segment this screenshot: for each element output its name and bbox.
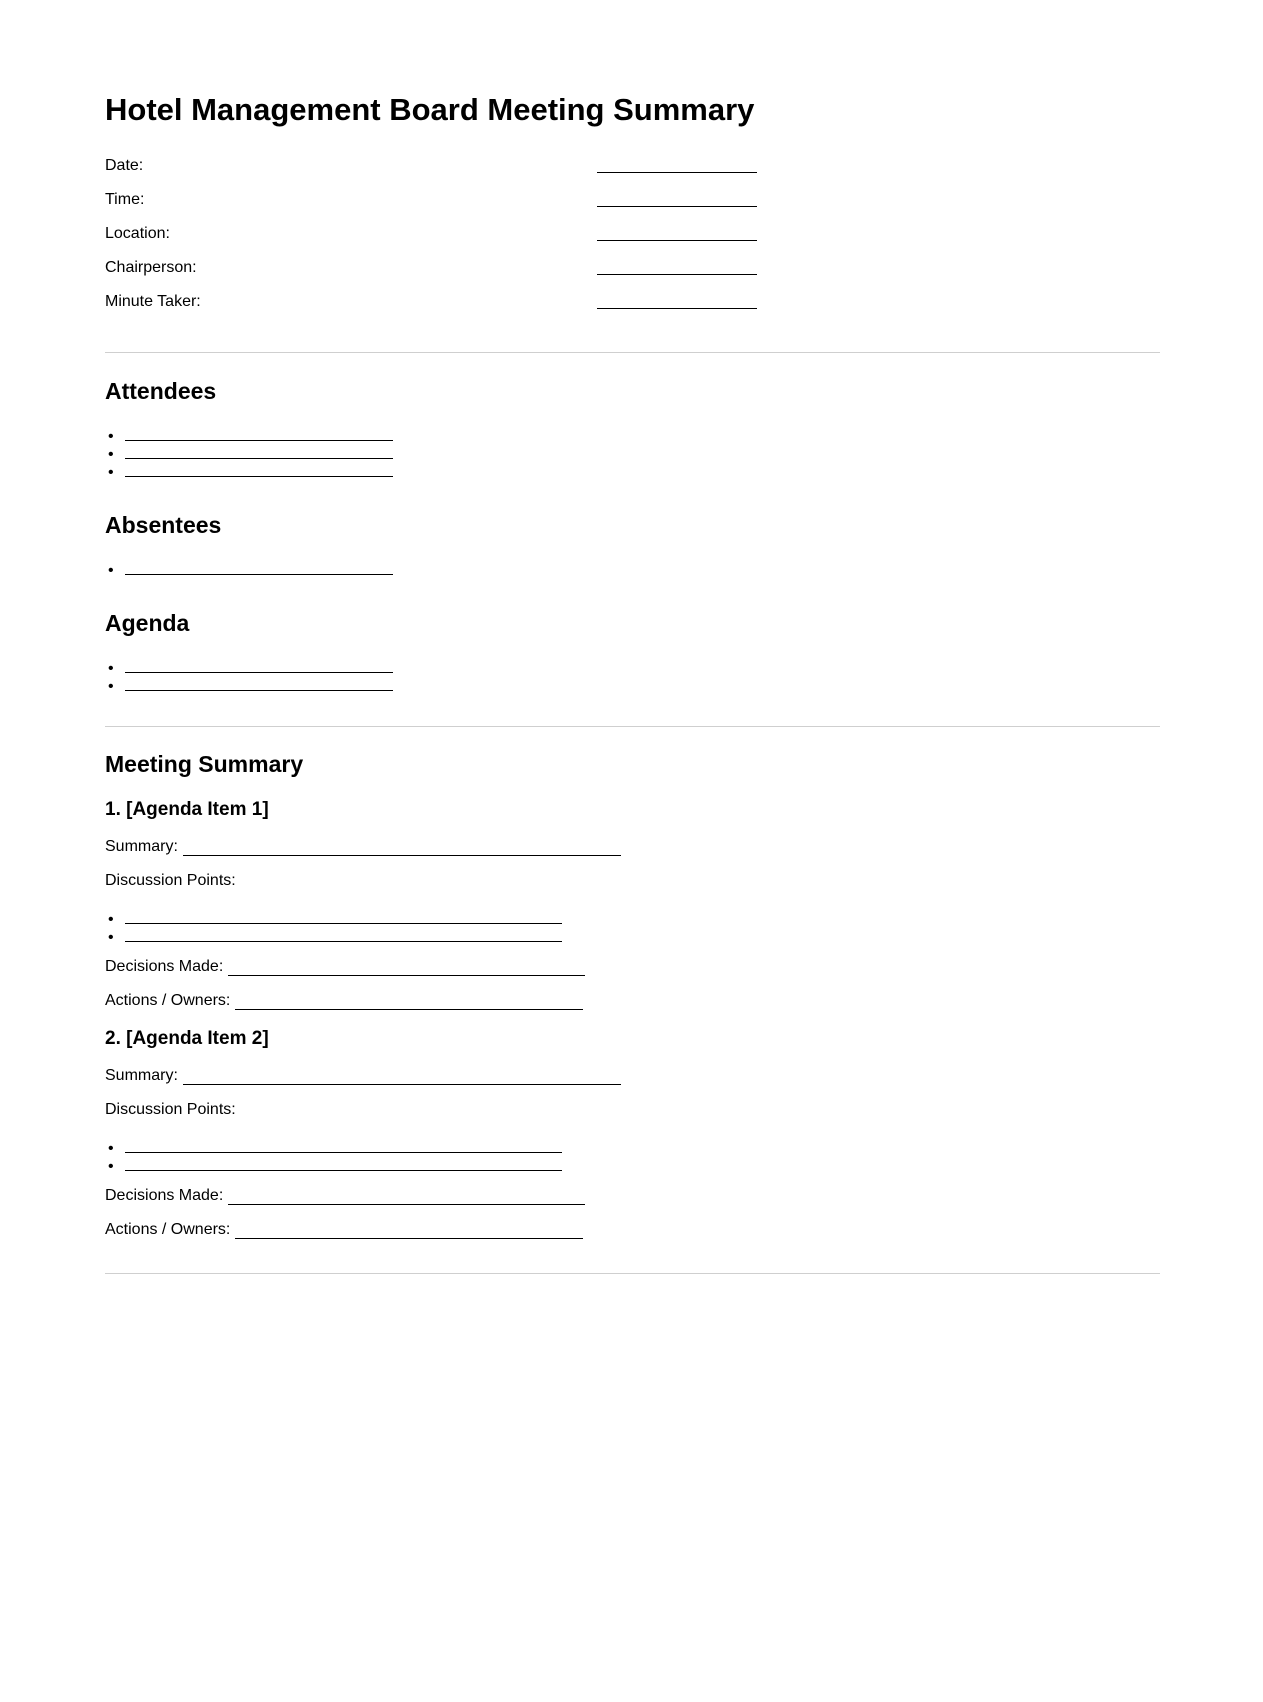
- bullet-icon: •: [108, 464, 114, 481]
- blank-line: [235, 992, 583, 1010]
- list-item: [105, 1140, 705, 1158]
- blank-line: [125, 672, 393, 673]
- bullet-icon: •: [108, 911, 114, 928]
- meta-field-date: [105, 157, 805, 179]
- meta-field-chairperson: [105, 259, 805, 281]
- discussion-label: [105, 1101, 236, 1123]
- actions-field: [105, 1221, 583, 1243]
- meta-label: Chairperson:: [105, 259, 197, 276]
- blank-line: [235, 1221, 583, 1239]
- list-item: [105, 446, 705, 464]
- blank-line: [125, 574, 393, 575]
- meta-label: Time:: [105, 191, 145, 208]
- bullet-icon: •: [108, 1140, 114, 1157]
- bullet-icon: •: [108, 660, 114, 677]
- field-label: Actions / Owners:: [105, 992, 231, 1009]
- blank-line: [125, 476, 393, 477]
- bullet-icon: •: [108, 562, 114, 579]
- summary-field: [105, 1067, 621, 1089]
- blank-line: [228, 1187, 585, 1205]
- meta-field-minute-taker: [105, 293, 805, 315]
- absentees-heading: Absentees: [105, 512, 222, 538]
- bullet-icon: •: [108, 1158, 114, 1175]
- agenda-item-heading: 1. [Agenda Item 1]: [105, 799, 269, 820]
- meta-field-location: [105, 225, 805, 247]
- blank-line: [597, 206, 757, 207]
- blank-line: [597, 308, 757, 309]
- field-label: Summary:: [105, 1067, 178, 1084]
- meta-label: Location:: [105, 225, 170, 242]
- section-divider: [105, 352, 1160, 353]
- bullet-icon: •: [108, 929, 114, 946]
- meta-label: Date:: [105, 157, 144, 174]
- list-item: [105, 660, 705, 678]
- blank-line: [183, 838, 621, 856]
- blank-line: [228, 958, 585, 976]
- agenda-heading: Agenda: [105, 610, 190, 636]
- summary-field: [105, 838, 621, 860]
- actions-field: [105, 992, 583, 1014]
- field-label: Discussion Points:: [105, 872, 236, 889]
- attendees-heading: Attendees: [105, 378, 217, 404]
- bullet-icon: •: [108, 678, 114, 695]
- decisions-field: [105, 958, 585, 980]
- meta-field-time: [105, 191, 805, 213]
- blank-line: [597, 274, 757, 275]
- blank-line: [125, 690, 393, 691]
- blank-line: [125, 1170, 562, 1171]
- blank-line: [597, 240, 757, 241]
- section-divider: [105, 1273, 1160, 1274]
- section-divider: [105, 726, 1160, 727]
- blank-line: [125, 941, 562, 942]
- field-label: Decisions Made:: [105, 1187, 224, 1204]
- list-item: [105, 562, 705, 580]
- meta-label: Minute Taker:: [105, 293, 201, 310]
- list-item: [105, 929, 705, 947]
- blank-line: [125, 458, 393, 459]
- decisions-field: [105, 1187, 585, 1209]
- list-item: [105, 1158, 705, 1176]
- blank-line: [125, 923, 562, 924]
- field-label: Summary:: [105, 838, 178, 855]
- page-title: Hotel Management Board Meeting Summary: [105, 92, 755, 127]
- agenda-item-heading: 2. [Agenda Item 2]: [105, 1028, 269, 1049]
- list-item: [105, 678, 705, 696]
- discussion-label: [105, 872, 236, 894]
- blank-line: [125, 1152, 562, 1153]
- blank-line: [597, 172, 757, 173]
- field-label: Actions / Owners:: [105, 1221, 231, 1238]
- list-item: [105, 464, 705, 482]
- blank-line: [183, 1067, 621, 1085]
- field-label: Decisions Made:: [105, 958, 224, 975]
- bullet-icon: •: [108, 428, 114, 445]
- bullet-icon: •: [108, 446, 114, 463]
- list-item: [105, 428, 705, 446]
- meeting-summary-heading: Meeting Summary: [105, 751, 304, 777]
- list-item: [105, 911, 705, 929]
- blank-line: [125, 440, 393, 441]
- field-label: Discussion Points:: [105, 1101, 236, 1118]
